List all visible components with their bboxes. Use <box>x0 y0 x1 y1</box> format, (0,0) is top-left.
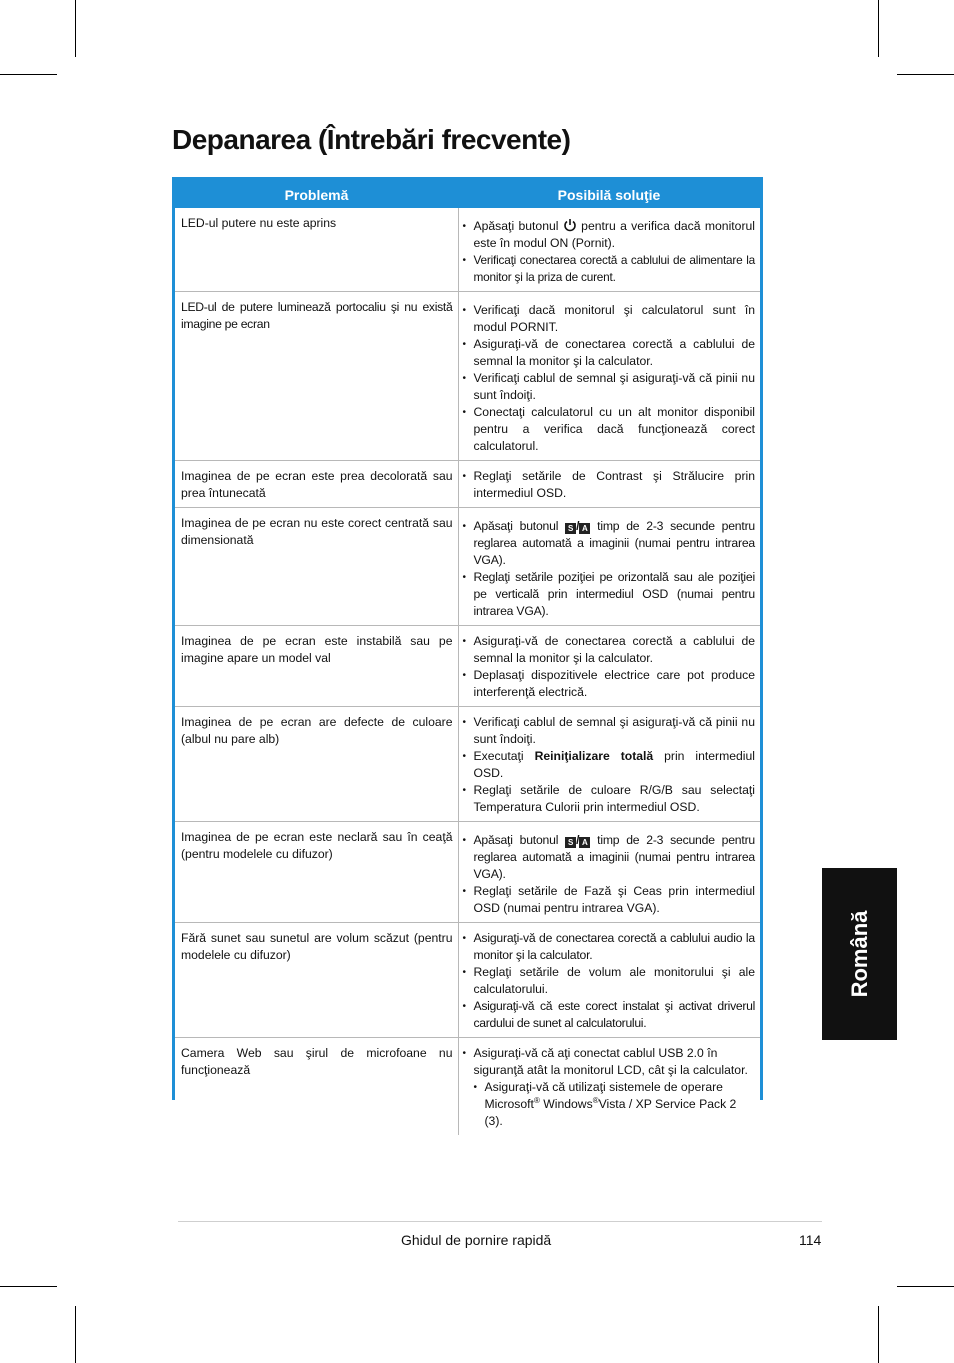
solution-item: • Asiguraţi-vă de conectarea corectă a cablului audio la monitor şi la calculator. <box>463 930 756 964</box>
solution-item: • Verificaţi cablul de semnal şi asiguraţi-vă că pinii nu sunt îndoiţi. <box>463 370 756 404</box>
a-key-icon: A <box>579 837 590 848</box>
crop-mark <box>75 1306 76 1363</box>
solution-cell <box>458 822 760 923</box>
solution-cell <box>458 626 760 707</box>
table-row <box>175 626 760 707</box>
table-row <box>175 292 760 461</box>
problem-cell: LED-ul de putere luminează portocaliu şi nu există imagine pe ecran <box>175 292 458 461</box>
crop-mark <box>878 1306 879 1363</box>
s-key-icon: S <box>565 837 576 848</box>
table-row <box>175 208 760 292</box>
table-row <box>175 1038 760 1136</box>
crop-mark <box>897 74 954 75</box>
solution-item: • Apăsaţi butonul pentru a verifica dacă monitorul este în modul ON (Pornit). <box>463 218 756 252</box>
problem-cell: Imaginea de pe ecran nu este corect centrată sau dimensionată <box>175 508 458 626</box>
solution-item: • Asiguraţi-vă că aţi conectat cablul USB 2.0 în siguranţă atât la monitorul LCD, cât şi la calculator. <box>463 1045 756 1079</box>
problem-cell: Fără sunet sau sunetul are volum scăzut (pentru modelele cu difuzor) <box>175 923 458 1038</box>
problem-cell: Imaginea de pe ecran este neclară sau în ceaţă (pentru modelele cu difuzor) <box>175 822 458 923</box>
solution-cell <box>458 461 760 508</box>
solution-item: • Asiguraţi-vă de conectarea corectă a cablului de semnal la monitor şi la calculator. <box>463 633 756 667</box>
problem-cell: Camera Web sau şirul de microfoane nu funcţionează <box>175 1038 458 1136</box>
solution-item: • Reglaţi setările de culoare R/G/B sau selectaţi Temperatura Culorii prin intermediul OSD. <box>463 782 756 816</box>
power-icon <box>563 218 577 232</box>
table-row <box>175 461 760 508</box>
language-label: Română <box>846 910 872 998</box>
header-problem: Problemă <box>175 180 458 208</box>
crop-mark <box>878 0 879 57</box>
table-row <box>175 822 760 923</box>
solution-item: • Reglaţi setările poziţiei pe orizontală sau ale poziţiei pe verticală prin intermediul OSD (numai pentru intrarea VGA). <box>463 569 756 620</box>
page-number: 114 <box>799 1232 822 1248</box>
table-row <box>175 508 760 626</box>
crop-mark <box>75 0 76 57</box>
s-key-icon: S <box>565 523 576 534</box>
solution-cell <box>458 707 760 822</box>
crop-mark <box>0 1286 57 1287</box>
footer-guide-title: Ghidul de pornire rapidă <box>401 1232 552 1248</box>
solution-cell <box>458 508 760 626</box>
solution-item: • Reglaţi setările de Fază şi Ceas prin intermediul OSD (numai pentru intrarea VGA). <box>463 883 756 917</box>
solution-item: • Deplasaţi dispozitivele electrice care pot produce interferenţă electrică. <box>463 667 756 701</box>
problem-cell: Imaginea de pe ecran este instabilă sau pe imagine apare un model val <box>175 626 458 707</box>
footer-divider <box>178 1221 822 1222</box>
solution-cell <box>458 208 760 292</box>
page-title: Depanarea (Întrebări frecvente) <box>172 124 571 155</box>
solution-item: • Reglaţi setările de Contrast şi Strălucire prin intermediul OSD. <box>463 468 756 502</box>
solution-item: • Asiguraţi-vă de conectarea corectă a cablului de semnal la monitor şi la calculator. <box>463 336 756 370</box>
solution-item: • Conectaţi calculatorul cu un alt monitor disponibil pentru a verifica dacă funcţionează corect calculatorul. <box>463 404 756 455</box>
faq-table <box>172 177 763 1128</box>
problem-cell: LED-ul putere nu este aprins <box>175 208 458 292</box>
problem-cell: Imaginea de pe ecran este prea decolorată sau prea întunecată <box>175 461 458 508</box>
problem-cell: Imaginea de pe ecran are defecte de culoare (albul nu pare alb) <box>175 707 458 822</box>
solution-subitem: • Asiguraţi-vă că utilizaţi sistemele de operare Microsoft® Windows®Vista / XP Service Pack 2 (3). <box>463 1079 756 1130</box>
crop-mark <box>897 1286 954 1287</box>
table-row <box>175 923 760 1038</box>
solution-item: • Executaţi Reiniţializare totală prin intermediul OSD. <box>463 748 756 782</box>
solution-cell <box>458 1038 760 1136</box>
solution-item: • Verificaţi cablul de semnal şi asiguraţi-vă că pinii nu sunt îndoiţi. <box>463 714 756 748</box>
crop-mark <box>0 74 57 75</box>
solution-item: • Verificaţi conectarea corectă a cablului de alimentare la monitor şi la priza de curent. <box>463 252 756 286</box>
solution-item: • Asiguraţi-vă că este corect instalat şi activat driverul cardului de sunet al calculatorului. <box>463 998 756 1032</box>
solution-item: • Reglaţi setările de volum ale monitorului şi ale calculatorului. <box>463 964 756 998</box>
solution-cell <box>458 292 760 461</box>
language-tab <box>822 868 897 1040</box>
solution-item: • Verificaţi dacă monitorul şi calculatorul sunt în modul PORNIT. <box>463 302 756 336</box>
table-row <box>175 707 760 822</box>
solution-item: • Apăsaţi butonul S / A timp de 2-3 secunde pentru reglarea automată a imaginii (numai pentru intrarea VGA). <box>463 832 756 883</box>
a-key-icon: A <box>579 523 590 534</box>
header-solution: Posibilă soluţie <box>458 180 760 208</box>
solution-item: • Apăsaţi butonul S / A timp de 2-3 secunde pentru reglarea automată a imaginii (numai pentru intrarea VGA). <box>463 518 756 569</box>
solution-cell <box>458 923 760 1038</box>
